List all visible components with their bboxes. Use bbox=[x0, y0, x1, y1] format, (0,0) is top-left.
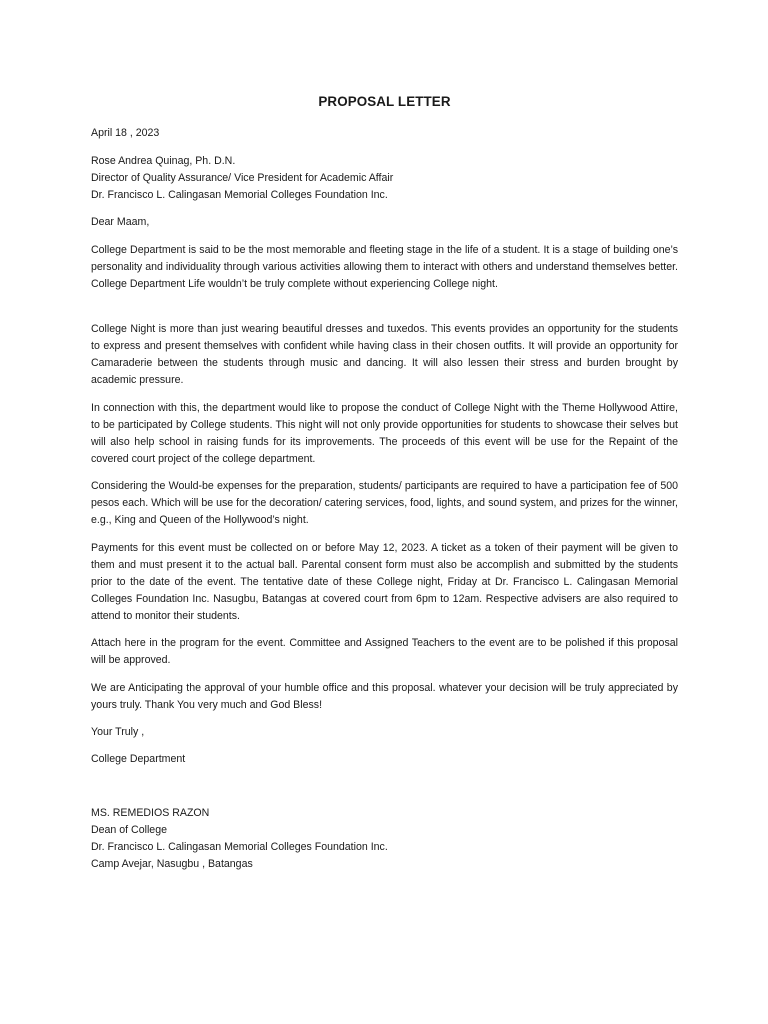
signatory-name: MS. REMEDIOS RAZON bbox=[91, 807, 210, 819]
recipient-block bbox=[91, 153, 393, 204]
recipient-name: Rose Andrea Quinag, Ph. D.N. bbox=[91, 155, 236, 167]
paragraph: College Department is said to be the most memorable and fleeting stage in the life of a student. It is a stage of building one’s personality and individuality through various activities allowing them to interact with others and understand themselves better. College Department Life wouldn’t be truly complete without experiencing College night. bbox=[91, 244, 678, 290]
paragraph: In connection with this, the department would like to propose the conduct of College Night with the Theme Hollywood Attire, to be participated by College students. This night will not only provide opportunities for students to showcase their selves but will also help school in raising funds for its improvements. The proceeds of this event will be use for the Repaint of the covered court project of the college department. bbox=[91, 402, 678, 465]
signatory-address: Camp Avejar, Nasugbu , Batangas bbox=[91, 858, 253, 870]
closing: Your Truly , bbox=[91, 726, 145, 738]
signatory-institution: Dr. Francisco L. Calingasan Memorial Colleges Foundation Inc. bbox=[91, 841, 388, 853]
letter-date: April 18 , 2023 bbox=[91, 127, 160, 139]
letter-title: PROPOSAL LETTER bbox=[318, 94, 451, 109]
salutation: Dear Maam, bbox=[91, 216, 150, 228]
signature-block bbox=[91, 805, 388, 873]
paragraph: Payments for this event must be collected on or before May 12, 2023. A ticket as a token of their payment will be given to them and must present it to the actual ball. Parental consent form must also be accomplish and submitted by the students prior to the date of the event. The tentative date of these College night, Friday at Dr. Francisco L. Calingasan Memorial Colleges Foundation Inc. Nasugbu, Batangas at covered court from 6pm to 12am. Respective advisers are also required to attend to monitor their students. bbox=[91, 542, 678, 622]
recipient-institution: Dr. Francisco L. Calingasan Memorial Colleges Foundation Inc. bbox=[91, 189, 388, 201]
paragraph: Considering the Would-be expenses for the preparation, students/ participants are required to have a participation fee of 500 pesos each. Which will be use for the decoration/ catering services, food, lights, and sound system, and prizes for the winner, e.g., King and Queen of the Hollywood’s night. bbox=[91, 480, 678, 526]
recipient-position: Director of Quality Assurance/ Vice President for Academic Affair bbox=[91, 172, 394, 184]
paragraph: College Night is more than just wearing beautiful dresses and tuxedos. This events provides an opportunity for the students to express and present themselves with confident while having class in their chosen outfits. It will provide an opportunity for Camaraderie between the students through music and dancing. It will also lessen their stress and burden brought by academic pressure. bbox=[91, 323, 678, 386]
paragraph: Attach here in the program for the event. Committee and Assigned Teachers to the event are to be polished if this proposal will be approved. bbox=[91, 637, 678, 666]
signatory-title: Dean of College bbox=[91, 824, 167, 836]
sender-department: College Department bbox=[91, 753, 186, 765]
paragraph: We are Anticipating the approval of your humble office and this proposal. whatever your decision will be truly appreciated by yours truly. Thank You very much and God Bless! bbox=[91, 682, 678, 711]
